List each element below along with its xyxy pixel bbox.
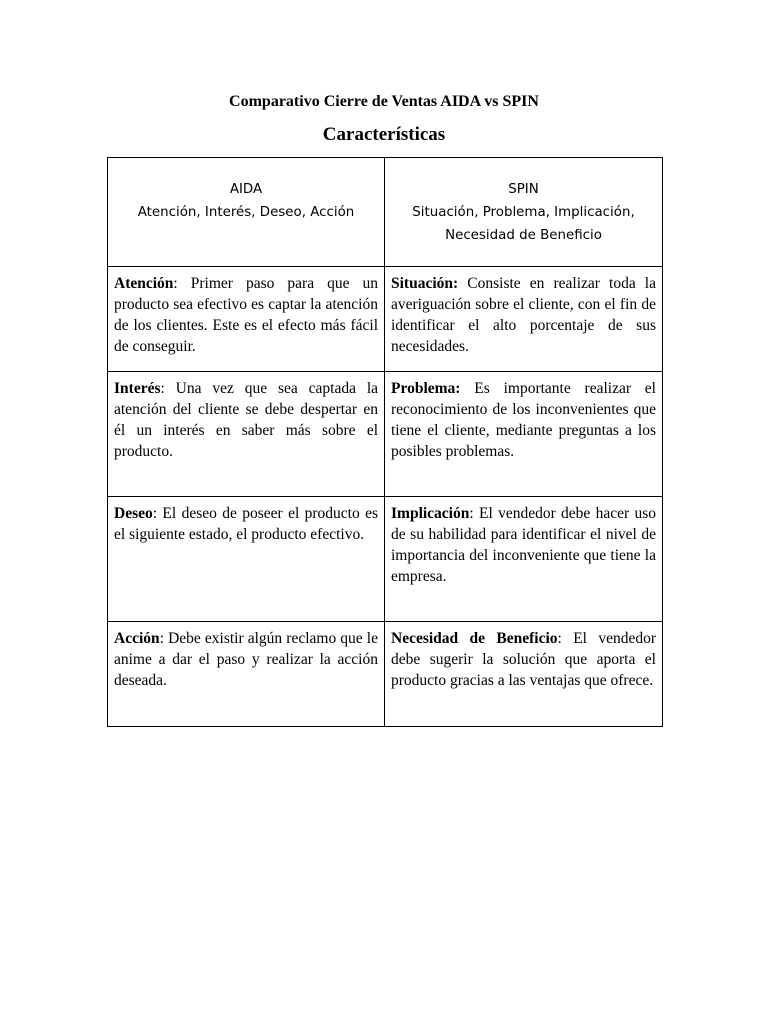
cell-term: Interés <box>114 380 161 397</box>
table-row <box>108 497 663 622</box>
cell-term: Problema: <box>391 380 461 397</box>
cell-text: El vendedor debe sugerir la solución que aporta el producto gracias a las ventajas que ofrece. <box>391 630 656 689</box>
cell-separator: : <box>557 630 562 647</box>
table-cell <box>385 267 663 372</box>
header-name: SPIN <box>508 182 539 197</box>
header-description: Situación, Problema, Implicación, Necesidad de Beneficio <box>412 205 635 243</box>
header-name: AIDA <box>229 182 263 197</box>
cell-text: Es importante realizar el reconocimiento de los inconvenientes que tiene el cliente, mediante preguntas a los posibles problemas. <box>391 380 656 460</box>
cell-text: El vendedor debe hacer uso de su habilidad para identificar el nivel de importancia del inconveniente que tiene la empresa. <box>391 505 656 585</box>
table-cell <box>108 497 385 622</box>
cell-text: Debe existir algún reclamo que le anime a dar el paso y realizar la acción deseada. <box>114 630 378 689</box>
table-row <box>108 372 663 497</box>
table-header-row <box>108 158 663 267</box>
table-cell <box>108 372 385 497</box>
cell-term: Deseo <box>114 505 153 522</box>
cell-term: Atención <box>114 275 174 292</box>
cell-separator: : <box>173 275 178 292</box>
table-cell <box>108 622 385 727</box>
cell-text: El deseo de poseer el producto es el siguiente estado, el producto efectivo. <box>114 505 378 543</box>
header-description: Atención, Interés, Deseo, Acción <box>137 205 355 220</box>
cell-separator: : <box>159 630 164 647</box>
cell-term: Implicación <box>391 505 470 522</box>
cell-text: Primer paso para que un producto sea efectivo es captar la atención de los clientes. Este es el efecto más fácil de conseguir. <box>114 275 378 355</box>
table-cell <box>385 622 663 727</box>
table-row <box>108 622 663 727</box>
cell-text: Consiste en realizar toda la averiguación sobre el cliente, con el fin de identificar el alto porcentaje de sus necesidades. <box>391 275 656 355</box>
document-subtitle: Características <box>322 124 446 145</box>
header-cell-aida <box>108 158 385 267</box>
comparison-table <box>107 157 663 727</box>
header-cell-spin <box>385 158 663 267</box>
cell-term: Necesidad de Beneficio <box>391 630 558 647</box>
table-row <box>108 267 663 372</box>
cell-separator: : <box>160 380 165 397</box>
cell-term: Acción <box>114 630 160 647</box>
table-cell <box>108 267 385 372</box>
cell-separator: : <box>469 505 474 522</box>
table-cell <box>385 372 663 497</box>
table-cell <box>385 497 663 622</box>
document-title: Comparativo Cierre de Ventas AIDA vs SPIN <box>229 93 539 110</box>
cell-text: Una vez que sea captada la atención del cliente se debe despertar en él un interés en saber más sobre el producto. <box>114 380 378 460</box>
cell-separator: : <box>152 505 158 522</box>
cell-term: Situación: <box>391 275 459 292</box>
